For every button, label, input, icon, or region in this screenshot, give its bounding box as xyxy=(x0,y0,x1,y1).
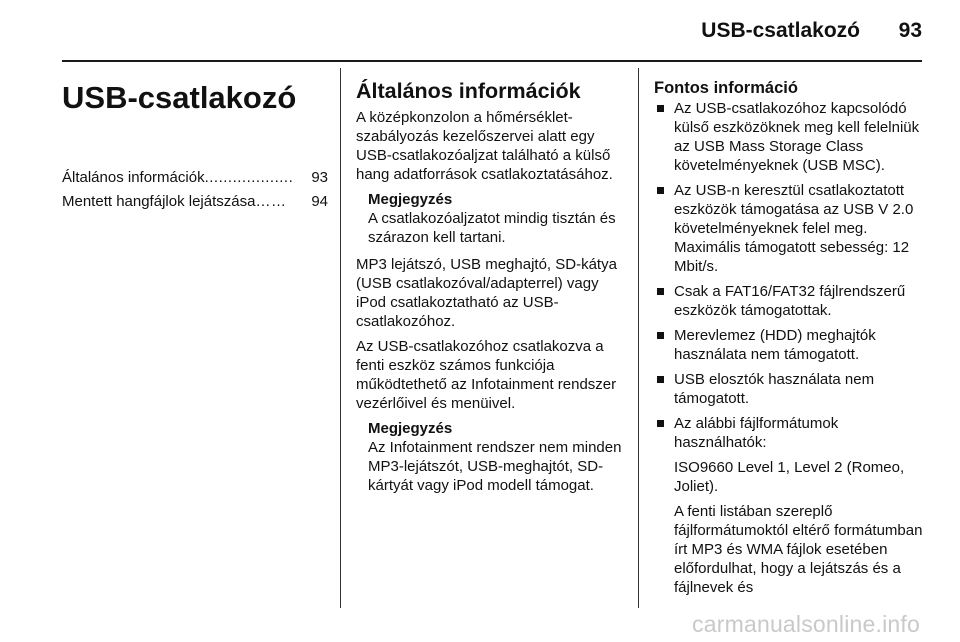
list-item-text: Az alábbi fájlformátumok használhatók: xyxy=(674,415,839,451)
note-label: Megjegyzés xyxy=(368,420,453,437)
column-divider-left xyxy=(340,68,341,608)
list-item-text: Az USB-n keresztül csatlakoztatott eszközök támogatása az USB V 2.0 követelményeknek felel meg. Maximális támogatott sebesség: 12 Mbit/s. xyxy=(674,182,914,275)
important-info-list xyxy=(654,99,924,597)
square-bullet-icon xyxy=(657,420,664,427)
list-item xyxy=(654,181,924,276)
list-item-subtext-other-formats: A fenti listában szereplő fájlformátumoktól eltérő formátumban írt MP3 és WMA fájlok esetében előfordulhat, hogy a lejátszás és a fájlnevek és xyxy=(674,503,923,596)
paragraph-device-control: Az USB-csatlakozóhoz csatlakozva a fenti eszköz számos funkciója működtethető az Infotainment rendszer vezérlőivel és menüivel. xyxy=(356,338,617,412)
list-item-text: USB elosztók használata nem támogatott. xyxy=(674,371,875,407)
chapter-title: USB-csatlakozó xyxy=(62,80,297,115)
paragraph-usb-location: A középkonzolon a hőmérséklet-szabályozás kezelőszervei alatt egy USB-csatlakozóaljzat található a külső hang adatforrások csatlakoztatásához. xyxy=(356,109,613,183)
toc-entry-label: Mentett hangfájlok lejátszása xyxy=(62,193,256,210)
list-item xyxy=(654,414,924,597)
list-item-text: Merevlemez (HDD) meghajtók használata nem támogatott. xyxy=(674,327,876,363)
list-item-text: Az USB-csatlakozóhoz kapcsolódó külső eszközöknek meg kell felelniük az USB Mass Storage Class követelményeknek (USB MSC). xyxy=(674,100,920,174)
list-item xyxy=(654,282,924,320)
toc-entry-label: Általános információk xyxy=(62,169,205,186)
subsection-title-important-info: Fontos információ xyxy=(654,79,798,97)
list-item-text: Csak a FAT16/FAT32 fájlrendszerű eszközök támogatottak. xyxy=(674,283,906,319)
paragraph-connectable-devices: MP3 lejátszó, USB meghajtó, SD-kátya (USB csatlakozóval/adapterrel) vagy iPod csatlakoztatható az USB-csatlakozóhoz. xyxy=(356,256,617,330)
left-column xyxy=(62,64,328,214)
middle-column xyxy=(356,64,626,503)
watermark: carmanualsonline.info xyxy=(692,611,920,637)
square-bullet-icon xyxy=(657,332,664,339)
section-title-general-info: Általános információk xyxy=(356,79,581,103)
note-text: Az Infotainment rendszer nem minden MP3-lejátszót, USB-meghajtót, SD-kártyát vagy iPod modell támogat. xyxy=(368,439,622,494)
note-text: A csatlakozóaljzatot mindig tisztán és szárazon kell tartani. xyxy=(368,210,616,246)
square-bullet-icon xyxy=(657,105,664,112)
column-divider-right xyxy=(638,68,639,608)
toc-entry-page: 94 xyxy=(311,193,328,210)
right-column xyxy=(654,64,924,603)
square-bullet-icon xyxy=(657,376,664,383)
table-of-contents xyxy=(62,166,328,214)
list-item xyxy=(654,99,924,175)
toc-leader-dots: ................... xyxy=(204,169,294,186)
toc-entry-saved-audio-playback[interactable] xyxy=(62,190,328,214)
header-rule xyxy=(62,60,922,62)
toc-entry-page: 93 xyxy=(311,169,328,186)
list-item xyxy=(654,326,924,364)
running-header-title: USB-csatlakozó xyxy=(701,19,860,42)
page-number: 93 xyxy=(898,19,922,42)
list-item-subtext-formats: ISO9660 Level 1, Level 2 (Romeo, Joliet). xyxy=(674,459,905,495)
square-bullet-icon xyxy=(657,288,664,295)
square-bullet-icon xyxy=(657,187,664,194)
toc-entry-general-info[interactable] xyxy=(62,166,328,190)
toc-leader-dots: …… xyxy=(255,193,287,210)
list-item xyxy=(654,370,924,408)
note-keep-clean xyxy=(368,190,626,247)
note-label: Megjegyzés xyxy=(368,191,453,208)
note-compatibility xyxy=(368,419,626,495)
